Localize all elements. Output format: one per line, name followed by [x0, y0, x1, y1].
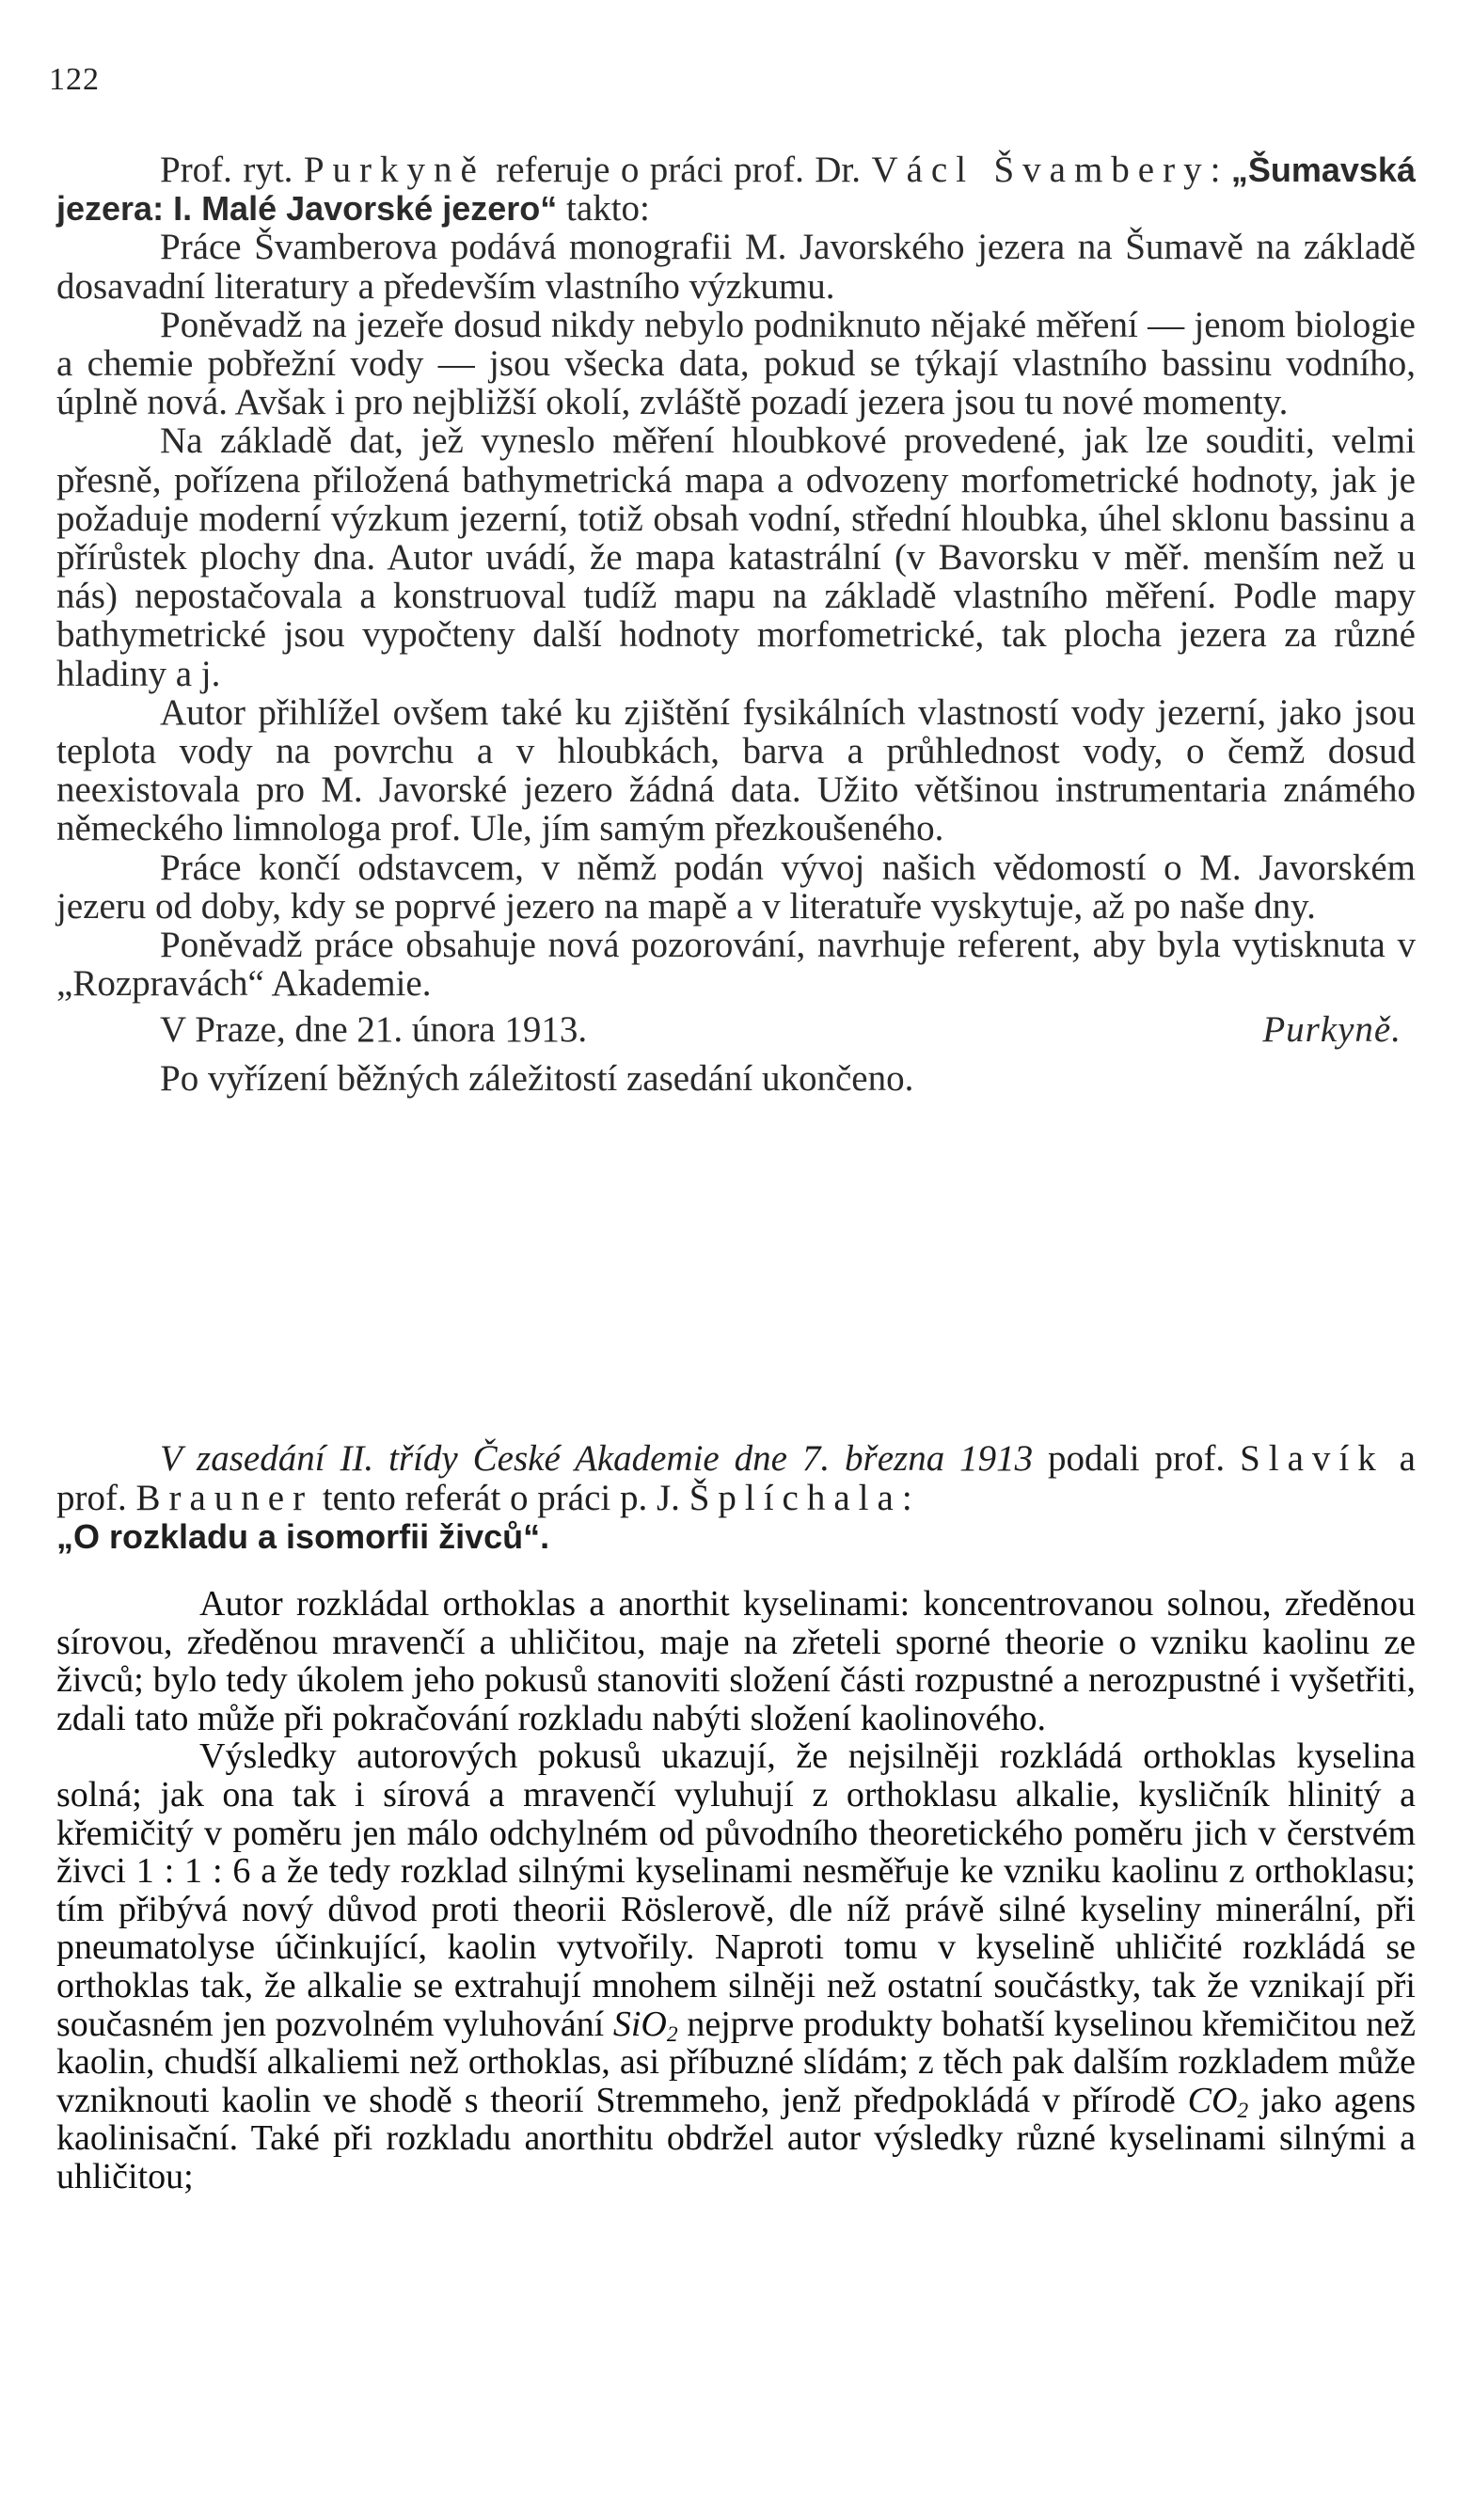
- paragraph: Práce Švamberova podává monografii M. Javorského jezera na Šumavě na základě dosavadní literatury a především vlastního výzkumu.: [56, 227, 1416, 307]
- paragraph: Poněvadž na jezeře dosud nikdy nebylo podniknuto nějaké měření — jenom biologie a chemie pobřežní vody — jsou všecka data, pokud se týkají vlastního bassinu vodního, úplně nová. Avšak i pro nejbližší okolí, zvláště pozadí jezera jsou tu nové momenty.: [56, 304, 1416, 423]
- paragraph: Poněvadž práce obsahuje nová pozorování, navrhuje referent, aby byla vytisknuta v „Rozpravách“ Akademie.: [56, 925, 1416, 1005]
- referee-name: Brauner: [135, 1477, 314, 1518]
- paragraph: [56, 1737, 1416, 2195]
- signature: Purkyně.: [1262, 1009, 1402, 1051]
- paragraph: Práce končí odstavcem, v němž podán vývoj našich vědomostí o M. Javorském jezeru od doby, kdy se poprvé jezero na mapě a v literatuře vyskytuje, až po naše dny.: [56, 847, 1416, 927]
- intro-prefix: Prof. ryt.: [160, 150, 304, 190]
- session-text: a prof.: [56, 1438, 1416, 1518]
- session-text: tento referát o práci p. J.: [313, 1477, 689, 1518]
- formula-main: SiO: [612, 2004, 667, 2044]
- page-number: 122: [49, 62, 100, 97]
- formula-co2: [1187, 2080, 1249, 2123]
- closing-note: Po vyřízení běžných záležitostí zasedání ukončeno.: [160, 1057, 914, 1099]
- formula-subscript: 2: [666, 2021, 678, 2047]
- paragraph: Autor rozkládal orthoklas a anorthit kyselinami: koncentrovanou solnou, zředěnou sírovou, zředěnou mravenčí a uhličitou, maje na zřeteli sporné theorie o vzniku kaolinu ze živců; bylo tedy úkolem jeho pokusů stanoviti složení části rozpustné a nerozpustné i vyšetřiti, zdali tato může při pokračování rozkladu nabýti složení kaolinového.: [56, 1584, 1416, 1738]
- formula-sio2: [612, 2004, 678, 2047]
- session-heading: V zasedání II. třídy České Akademie dne 7. března 1913: [160, 1438, 1034, 1479]
- paragraph-text: nejprve produkty bohatší kyselinou křemičitou než kaolin, chudší alkaliemi než orthoklas, asi příbuzné slídám; z těch pak dalším rozkladem může vzniknouti kaolin ve shodě s theorií Stremmeho, jenž předpokládá v přírodě: [56, 2004, 1416, 2120]
- paragraph-text: Výsledky autorových pokusů ukazují, že nejsilněji rozkládá orthoklas kyselina solná; jak ona tak i sírová a mravenčí vyluhují z orthoklasu alkalie, kysličník hlinitý a křemičitý v poměru jen málo odchylném od původního theoretického poměru jich v čerstvém živci 1 : 1 : 6 a že tedy rozklad silnými kyselinami nesměřuje ke vzniku kaolinu z orthoklasu; tím přibývá nový důvod proti theorii Röslerově, dle níž právě silné kyseliny minerální, při pneumatolyse účinkující, kaolin vytvořily. Naproti tomu v kyselině uhličité rozkládá se orthoklas tak, že alkalie se extrahují mnohem silněji než ostatní součástky, tak že vznikají při současném jen pozvolném vyluhování: [56, 1736, 1416, 2044]
- intro-author-name: Václ Švambery: [871, 150, 1211, 190]
- intro-referent-name: Purkyně: [303, 150, 485, 190]
- report-splichal: [56, 1439, 1416, 1557]
- referee-name: Slavík: [1240, 1438, 1385, 1479]
- intro-suffix: takto:: [557, 188, 650, 230]
- session-colon: :: [901, 1477, 912, 1518]
- date-line: [56, 1010, 1416, 1049]
- intro-text: referuje o práci prof. Dr.: [484, 150, 872, 190]
- paragraph: Na základě dat, jež vyneslo měření hloubkové provedené, jak lze souditi, velmi přesně, pořízena přiložená bathymetrická mapa a odvozeny morfometrické hodnoty, jak je požaduje moderní výzkum jezerní, totiž obsah vodní, střední hloubka, úhel sklonu bassinu a přírůstek plochy dna. Autor uvádí, že mapa katastrální (v Bavorsku v měř. menším než u nás) nepostačovala a konstruoval tudíž mapu na základě vlastního měření. Podle mapy bathymetrické jsou vypočteny další hodnoty morfometrické, tak plocha jezera za různé hladiny a j.: [56, 420, 1416, 694]
- paragraph: Autor přihlížel ovšem také ku zjištění fysikálních vlastností vody jezerní, jako jsou teplota vody na povrchu a v hloubkách, barva a průhlednost vody, o čemž dosud neexistovala pro M. Javorské jezero žádná data. Užito většinou instrumentaria známého německého limnologa prof. Ule, jím samým přezkoušeného.: [56, 691, 1416, 849]
- session-announcement: [56, 1439, 1416, 1557]
- formula-main: CO: [1187, 2080, 1238, 2120]
- date-text: V Praze, dne 21. února 1913.: [160, 1009, 588, 1051]
- report-purkyne: [56, 151, 1416, 1098]
- formula-subscript: 2: [1237, 2098, 1249, 2123]
- paragraph-text: jako agens kaolinisační. Také při rozkladu anorthitu obdržel autor výsledky různé kyselinami silnými a uhličitou;: [56, 2080, 1416, 2196]
- work-title: „Šumavská jezera: I. Malé Javorské jezero“: [56, 151, 1416, 229]
- work-title: „O rozkladu a isomorfii živců“.: [56, 1517, 550, 1556]
- report-intro: [56, 151, 1416, 228]
- author-name: Šplíchala: [689, 1477, 902, 1518]
- article-body: [56, 1585, 1416, 2196]
- session-text: podali prof.: [1033, 1438, 1241, 1479]
- intro-colon: :: [1210, 150, 1231, 190]
